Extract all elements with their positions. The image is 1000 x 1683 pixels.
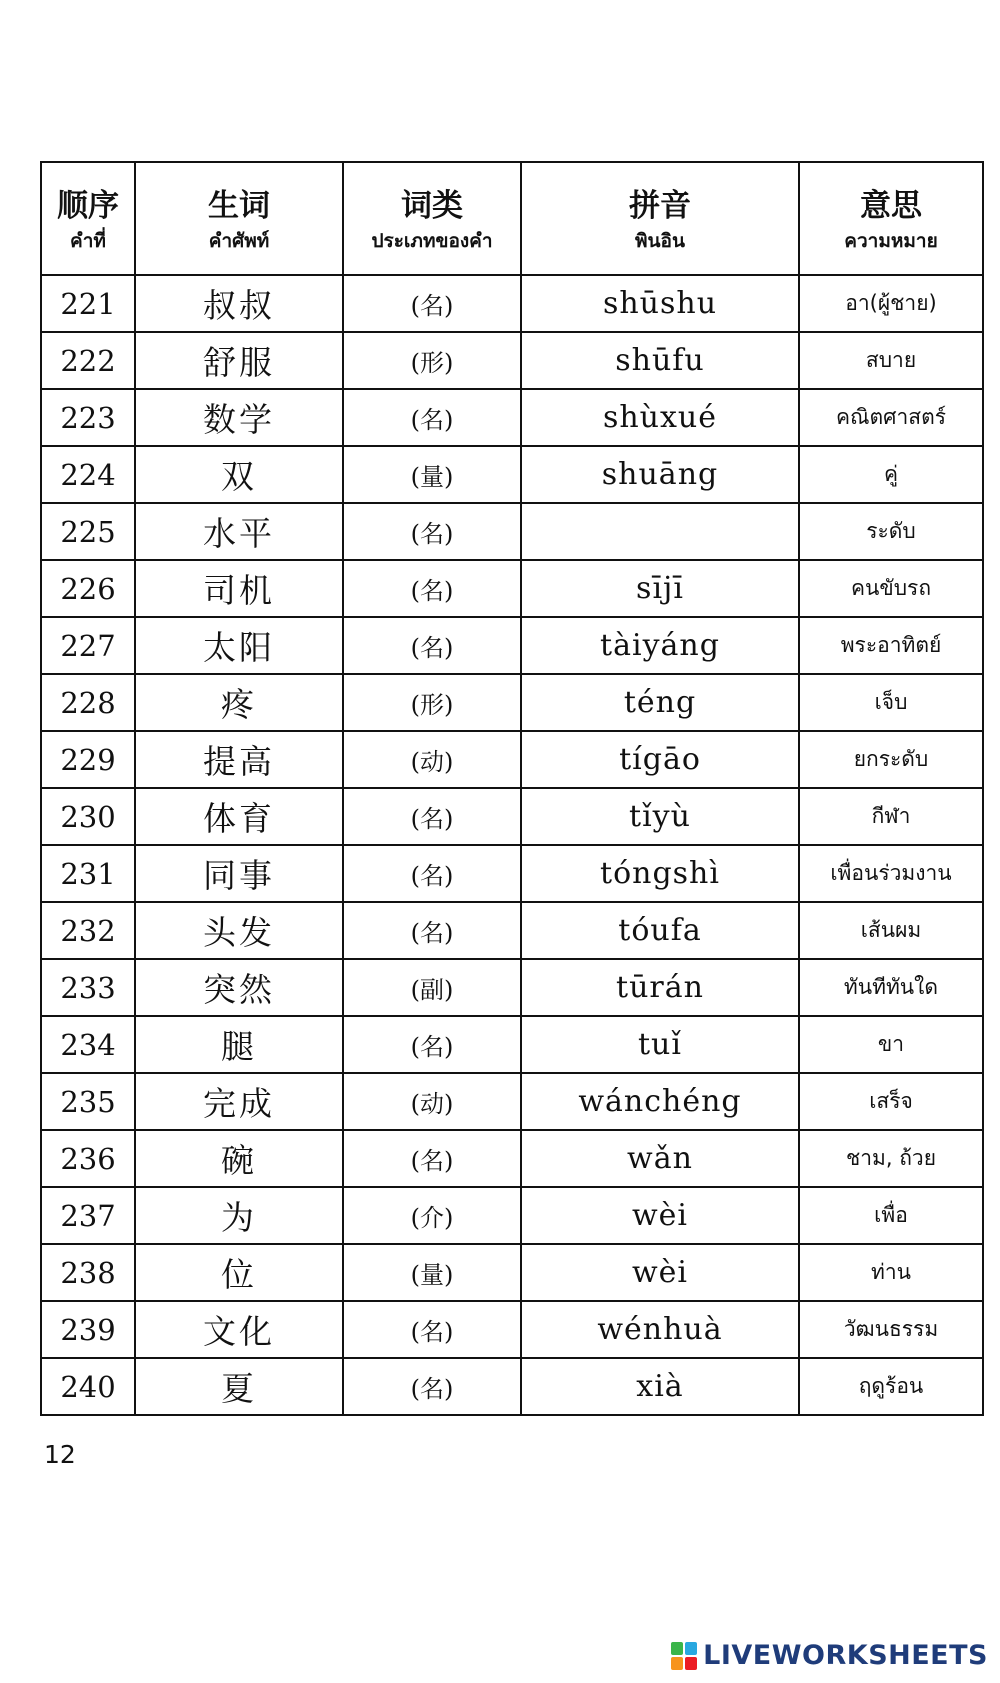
thai-meaning: พระอาทิตย์: [799, 617, 983, 674]
word-number: 225: [41, 503, 135, 560]
table-row: [41, 1244, 983, 1301]
part-of-speech: (名): [343, 1130, 521, 1187]
part-of-speech: (动): [343, 731, 521, 788]
chinese-word: 为: [135, 1187, 343, 1244]
part-of-speech: (名): [343, 1358, 521, 1415]
table-row: [41, 1130, 983, 1187]
pinyin-answer-cell[interactable]: sījī: [521, 560, 799, 617]
part-of-speech: (名): [343, 389, 521, 446]
chinese-word: 夏: [135, 1358, 343, 1415]
part-of-speech: (名): [343, 845, 521, 902]
chinese-word: 双: [135, 446, 343, 503]
header-word-th: คำศัพท์: [208, 229, 270, 252]
chinese-word: 太阳: [135, 617, 343, 674]
thai-meaning: เจ็บ: [799, 674, 983, 731]
pinyin-answer-cell[interactable]: shūfu: [521, 332, 799, 389]
thai-meaning: ทันทีทันใด: [799, 959, 983, 1016]
part-of-speech: (形): [343, 332, 521, 389]
pinyin-answer-cell[interactable]: wèi: [521, 1187, 799, 1244]
chinese-word: 司机: [135, 560, 343, 617]
word-number: 236: [41, 1130, 135, 1187]
part-of-speech: (名): [343, 560, 521, 617]
header-pos-th: ประเภทของคำ: [371, 229, 493, 252]
part-of-speech: (动): [343, 1073, 521, 1130]
table-body: [41, 275, 983, 1415]
header-meaning: [799, 162, 983, 275]
word-number: 230: [41, 788, 135, 845]
pinyin-answer-cell[interactable]: shuāng: [521, 446, 799, 503]
thai-meaning: เสร็จ: [799, 1073, 983, 1130]
pinyin-answer-cell[interactable]: tóufa: [521, 902, 799, 959]
pinyin-answer-cell[interactable]: wénhuà: [521, 1301, 799, 1358]
chinese-word: 腿: [135, 1016, 343, 1073]
thai-meaning: อา(ผู้ชาย): [799, 275, 983, 332]
chinese-word: 碗: [135, 1130, 343, 1187]
pinyin-answer-cell[interactable]: tuǐ: [521, 1016, 799, 1073]
pinyin-answer-cell[interactable]: [521, 503, 799, 560]
header-pinyin-th: พินอิน: [635, 229, 685, 252]
table-row: [41, 275, 983, 332]
word-number: 231: [41, 845, 135, 902]
part-of-speech: (名): [343, 1016, 521, 1073]
liveworksheets-watermark: [671, 1640, 988, 1671]
chinese-word: 位: [135, 1244, 343, 1301]
part-of-speech: (量): [343, 1244, 521, 1301]
chinese-word: 疼: [135, 674, 343, 731]
table-row: [41, 389, 983, 446]
pinyin-answer-cell[interactable]: wèi: [521, 1244, 799, 1301]
chinese-word: 头发: [135, 902, 343, 959]
header-order: [41, 162, 135, 275]
pinyin-answer-cell[interactable]: wánchéng: [521, 1073, 799, 1130]
thai-meaning: สบาย: [799, 332, 983, 389]
word-number: 232: [41, 902, 135, 959]
header-order-zh: 顺序: [57, 187, 119, 224]
word-number: 237: [41, 1187, 135, 1244]
word-number: 224: [41, 446, 135, 503]
word-number: 222: [41, 332, 135, 389]
part-of-speech: (副): [343, 959, 521, 1016]
chinese-word: 提高: [135, 731, 343, 788]
table-row: [41, 1016, 983, 1073]
pinyin-answer-cell[interactable]: tǐyù: [521, 788, 799, 845]
word-number: 221: [41, 275, 135, 332]
table-row: [41, 902, 983, 959]
word-number: 235: [41, 1073, 135, 1130]
part-of-speech: (名): [343, 1301, 521, 1358]
table-row: [41, 560, 983, 617]
word-number: 239: [41, 1301, 135, 1358]
thai-meaning: เส้นผม: [799, 902, 983, 959]
table-row: [41, 1301, 983, 1358]
word-number: 240: [41, 1358, 135, 1415]
thai-meaning: เพื่อ: [799, 1187, 983, 1244]
header-pinyin: [521, 162, 799, 275]
part-of-speech: (名): [343, 503, 521, 560]
thai-meaning: คนขับรถ: [799, 560, 983, 617]
table-row: [41, 959, 983, 1016]
pinyin-answer-cell[interactable]: tàiyáng: [521, 617, 799, 674]
table-row: [41, 1073, 983, 1130]
pinyin-answer-cell[interactable]: tūrán: [521, 959, 799, 1016]
table-row: [41, 1187, 983, 1244]
header-meaning-zh: 意思: [860, 187, 922, 224]
part-of-speech: (量): [343, 446, 521, 503]
header-pos-zh: 词类: [401, 187, 463, 224]
chinese-word: 突然: [135, 959, 343, 1016]
part-of-speech: (名): [343, 617, 521, 674]
thai-meaning: คู่: [799, 446, 983, 503]
word-number: 226: [41, 560, 135, 617]
pinyin-answer-cell[interactable]: téng: [521, 674, 799, 731]
thai-meaning: ยกระดับ: [799, 731, 983, 788]
table-row: [41, 503, 983, 560]
page-number: 12: [44, 1440, 76, 1469]
thai-meaning: ชาม, ถ้วย: [799, 1130, 983, 1187]
word-number: 228: [41, 674, 135, 731]
thai-meaning: ระดับ: [799, 503, 983, 560]
chinese-word: 水平: [135, 503, 343, 560]
table-row: [41, 617, 983, 674]
chinese-word: 数学: [135, 389, 343, 446]
thai-meaning: คณิตศาสตร์: [799, 389, 983, 446]
word-number: 238: [41, 1244, 135, 1301]
chinese-word: 体育: [135, 788, 343, 845]
liveworksheets-logo-icon: [671, 1642, 697, 1670]
part-of-speech: (介): [343, 1187, 521, 1244]
table-row: [41, 446, 983, 503]
chinese-word: 文化: [135, 1301, 343, 1358]
pinyin-answer-cell[interactable]: tóngshì: [521, 845, 799, 902]
header-pinyin-zh: 拼音: [629, 187, 691, 224]
pinyin-answer-cell[interactable]: shūshu: [521, 275, 799, 332]
thai-meaning: เพื่อนร่วมงาน: [799, 845, 983, 902]
thai-meaning: วัฒนธรรม: [799, 1301, 983, 1358]
table-row: [41, 332, 983, 389]
table-row: [41, 845, 983, 902]
table-row: [41, 674, 983, 731]
chinese-word: 完成: [135, 1073, 343, 1130]
pinyin-answer-cell[interactable]: wǎn: [521, 1130, 799, 1187]
table-row: [41, 1358, 983, 1415]
thai-meaning: ขา: [799, 1016, 983, 1073]
header-word: [135, 162, 343, 275]
word-number: 223: [41, 389, 135, 446]
part-of-speech: (形): [343, 674, 521, 731]
header-meaning-th: ความหมาย: [844, 229, 938, 252]
pinyin-answer-cell[interactable]: tígāo: [521, 731, 799, 788]
table-row: [41, 731, 983, 788]
chinese-word: 同事: [135, 845, 343, 902]
pinyin-answer-cell[interactable]: shùxué: [521, 389, 799, 446]
part-of-speech: (名): [343, 902, 521, 959]
word-number: 227: [41, 617, 135, 674]
header-order-th: คำที่: [70, 229, 106, 252]
vocabulary-table: [40, 161, 984, 1416]
word-number: 229: [41, 731, 135, 788]
chinese-word: 叔叔: [135, 275, 343, 332]
chinese-word: 舒服: [135, 332, 343, 389]
word-number: 233: [41, 959, 135, 1016]
pinyin-answer-cell[interactable]: xià: [521, 1358, 799, 1415]
header-word-zh: 生词: [208, 187, 270, 224]
word-number: 234: [41, 1016, 135, 1073]
header-part-of-speech: [343, 162, 521, 275]
thai-meaning: กีฬา: [799, 788, 983, 845]
part-of-speech: (名): [343, 788, 521, 845]
watermark-text: LIVEWORKSHEETS: [703, 1640, 988, 1671]
header-row: [41, 162, 983, 275]
thai-meaning: ฤดูร้อน: [799, 1358, 983, 1415]
table-row: [41, 788, 983, 845]
part-of-speech: (名): [343, 275, 521, 332]
thai-meaning: ท่าน: [799, 1244, 983, 1301]
